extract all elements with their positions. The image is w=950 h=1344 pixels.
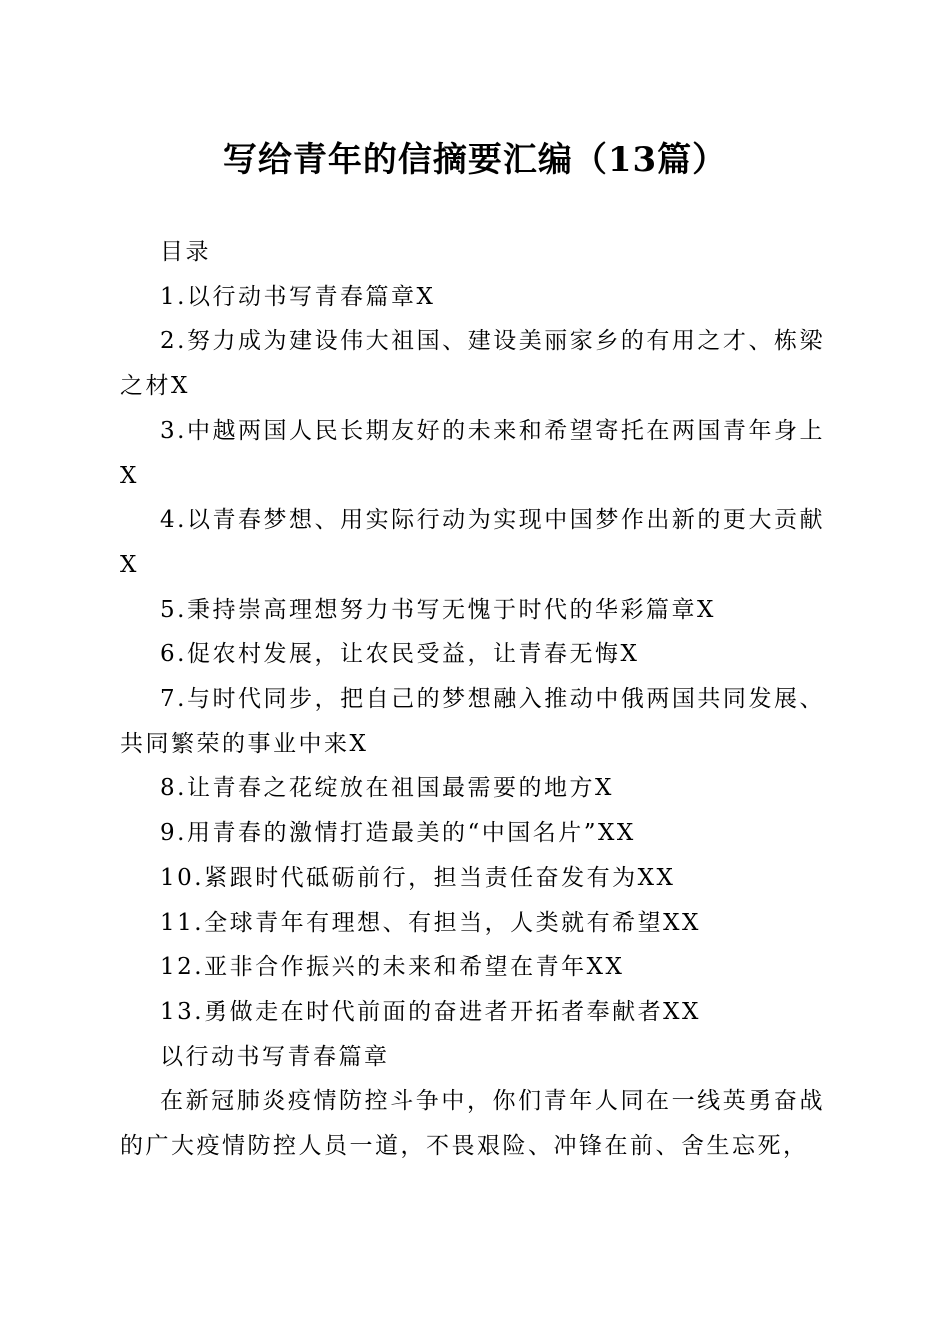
toc-item: 11.全球青年有理想、有担当，人类就有希望XX [160,909,701,936]
toc-item: 7.与时代同步，把自己的梦想融入推动中俄两国共同发展、共同繁荣的事业中来X [120,686,825,757]
section-paragraph: 在新冠肺炎疫情防控斗争中，你们青年人同在一线英勇奋战的广大疫情防控人员一道，不畏艰险、冲锋在前、舍生忘死， [120,1088,825,1160]
toc-item: 4.以青春梦想、用实际行动为实现中国梦作出新的更大贡献X [120,507,825,578]
toc-item: 2.努力成为建设伟大祖国、建设美丽家乡的有用之才、栋梁之材X [120,328,825,400]
toc-item: 1.以行动书写青春篇章X [160,283,436,310]
toc-item: 13.勇做走在时代前面的奋进者开拓者奉献者XX [160,998,701,1025]
document-body [120,230,825,1169]
toc-item: 3.中越两国人民长期友好的未来和希望寄托在两国青年身上X [120,417,825,489]
section-heading: 以行动书写青春篇章 [160,1043,390,1070]
document-title: 写给青年的信摘要汇编（13篇） [222,140,728,180]
toc-item: 9.用青春的激情打造最美的“中国名片”XX [160,820,636,847]
toc-item: 12.亚非合作振兴的未来和希望在青年XX [160,954,625,981]
toc-item: 10.紧跟时代砥砺前行，担当责任奋发有为XX [160,864,676,891]
toc-heading: 目录 [160,239,211,265]
toc-item: 6.促农村发展，让农民受益，让青春无悔X [160,641,640,668]
toc-item: 8.让青春之花绽放在祖国最需要的地方X [160,775,614,802]
toc-item: 5.秉持崇高理想努力书写无愧于时代的华彩篇章X [160,596,716,623]
